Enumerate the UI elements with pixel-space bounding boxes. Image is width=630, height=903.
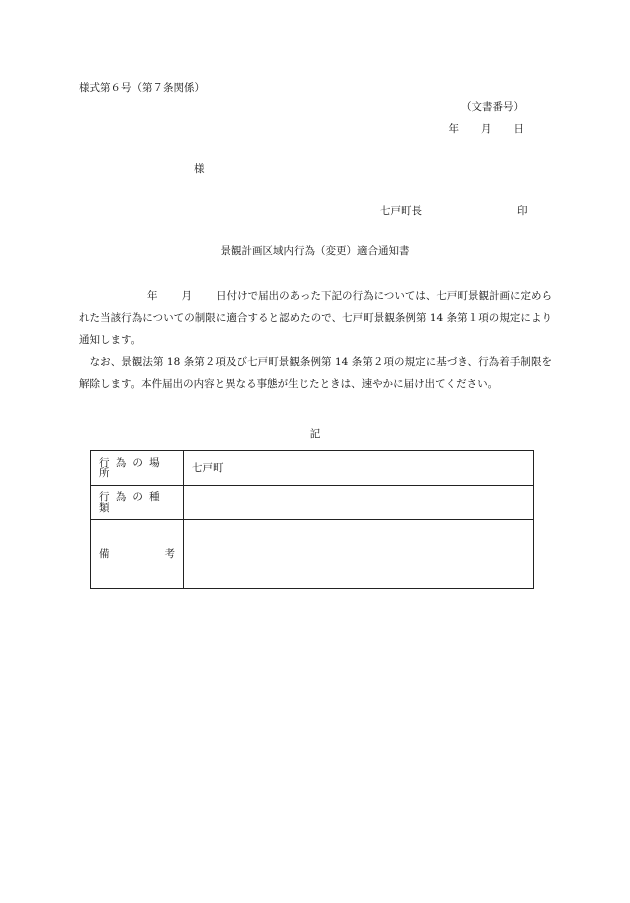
- document-number: （文書番号）: [461, 101, 524, 113]
- row-label: 行為の種類: [91, 486, 184, 520]
- form-number: 様式第６号（第７条関係）: [79, 82, 205, 94]
- paragraph-2: [79, 351, 552, 395]
- notice-year: 年: [147, 290, 158, 302]
- table-row: [91, 520, 534, 589]
- issue-date: [449, 124, 525, 135]
- row-label: [91, 520, 184, 589]
- table-row: [91, 451, 534, 486]
- table-row: [91, 486, 534, 520]
- issuer-name: 七戸町長: [380, 205, 422, 217]
- date-day: 日: [513, 123, 524, 135]
- row-label: 行為の場所: [91, 451, 184, 486]
- notice-month: 月: [181, 290, 193, 302]
- row-value: 七戸町: [184, 451, 534, 486]
- date-month: 月: [481, 123, 492, 135]
- row-value: [184, 486, 534, 520]
- row-label-right: 考: [164, 547, 175, 560]
- seal-mark: 印: [517, 205, 528, 217]
- row-label-left: 備: [99, 547, 110, 560]
- document-title: 景観計画区域内行為（変更）適合通知書: [220, 245, 410, 257]
- paragraph-2-text: なお、景観法第 18 条第２項及び七戸町景観条例第 14 条第２項の規定に基づき、行為着手制限を解除します。本件届出の内容と異なる事態が生じたときは、速やかに届け出てください。: [79, 356, 553, 390]
- body-text: [79, 285, 552, 395]
- recipient-honorific: 様: [194, 163, 205, 175]
- row-value: [184, 520, 534, 589]
- ki-heading: 記: [309, 428, 321, 440]
- paragraph-1-text: 日付けで届出のあった下記の行為については、七戸町景観計画に定められた当該行為についての制限に適合すると認めたので、七戸町景観条例第 14 条第１項の規定により通知します。: [79, 290, 553, 346]
- paragraph-1: [79, 285, 552, 351]
- detail-table: [90, 450, 534, 589]
- date-year: 年: [448, 123, 459, 135]
